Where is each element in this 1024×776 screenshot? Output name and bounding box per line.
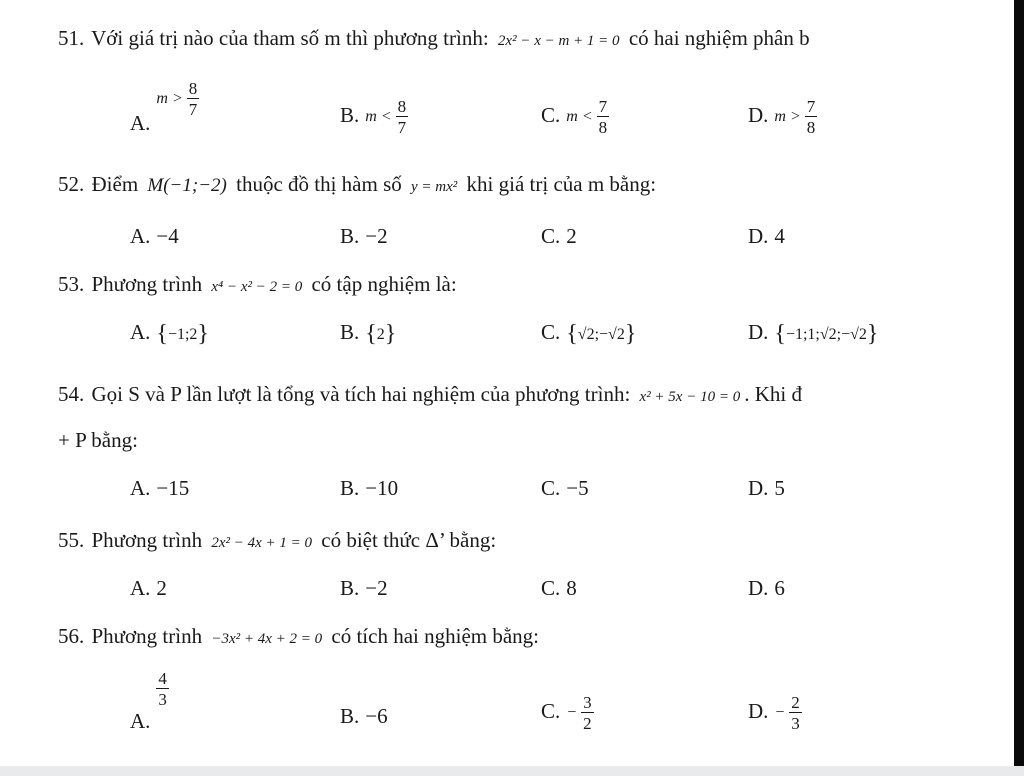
option-label: C. xyxy=(541,476,561,500)
option-label: C. xyxy=(541,576,561,600)
question-53 xyxy=(58,274,457,295)
question-text-tail: khi giá trị của m bằng: xyxy=(466,172,657,196)
option-56-d[interactable] xyxy=(748,694,802,732)
option-label: D. xyxy=(748,320,769,344)
option-51-b[interactable] xyxy=(340,98,408,136)
question-54-continuation xyxy=(58,430,138,451)
option-55-d[interactable] xyxy=(748,578,785,599)
option-label: A. xyxy=(130,224,151,248)
fraction-denominator: 2 xyxy=(583,714,592,733)
option-54-c[interactable] xyxy=(541,478,589,499)
option-value: −1;2 xyxy=(167,326,198,343)
option-label: D. xyxy=(748,102,769,127)
option-label: D. xyxy=(748,224,769,248)
question-number: 52. xyxy=(58,172,85,196)
equation: −3x² + 4x + 2 = 0 xyxy=(211,631,323,647)
option-value: 6 xyxy=(774,576,785,600)
fraction-denominator: 8 xyxy=(806,118,816,137)
option-52-c[interactable] xyxy=(541,226,577,247)
option-54-b[interactable] xyxy=(340,478,398,499)
question-text-continuation: + P bằng: xyxy=(58,428,138,452)
question-text: Phương trình xyxy=(91,624,203,648)
option-label: B. xyxy=(340,224,360,248)
fraction-denominator: 3 xyxy=(791,714,800,733)
option-51-a[interactable] xyxy=(130,79,199,135)
question-text: Gọi S và P lần lượt là tổng và tích hai nghiệm của phương trình: xyxy=(91,382,631,406)
option-value: −15 xyxy=(156,476,190,500)
option-relation: m < xyxy=(566,108,593,125)
question-number: 51. xyxy=(58,26,85,50)
question-text: Phương trình xyxy=(91,528,203,552)
option-51-d[interactable] xyxy=(748,98,817,136)
fraction-numerator: 8 xyxy=(397,97,407,116)
equation: 2x² − 4x + 1 = 0 xyxy=(211,535,313,551)
option-label: B. xyxy=(340,102,360,127)
option-label: C. xyxy=(541,320,561,344)
question-text-tail: có biệt thức Δ’ bằng: xyxy=(321,528,497,552)
option-53-d[interactable]: D. {−1;1;√2;−√2} xyxy=(748,320,879,347)
question-number: 56. xyxy=(58,624,85,648)
question-52 xyxy=(58,174,656,195)
option-value: −4 xyxy=(156,224,179,248)
option-56-b[interactable] xyxy=(340,706,388,727)
option-52-b[interactable] xyxy=(340,226,388,247)
fraction-denominator: 3 xyxy=(158,690,167,709)
option-label: D. xyxy=(748,698,769,723)
option-52-a[interactable] xyxy=(130,226,179,247)
option-relation: m < xyxy=(365,108,392,125)
option-51-c[interactable] xyxy=(541,98,609,136)
option-label: C. xyxy=(541,102,561,127)
option-54-a[interactable] xyxy=(130,478,189,499)
function-notation: y = mx² xyxy=(411,179,458,195)
fraction-numerator: 3 xyxy=(583,693,592,712)
option-52-d[interactable] xyxy=(748,226,785,247)
question-54 xyxy=(58,384,802,405)
option-relation: m > xyxy=(156,90,183,107)
option-label: A. xyxy=(130,320,151,344)
option-55-c[interactable] xyxy=(541,578,577,599)
equation: 2x² − x − m + 1 = 0 xyxy=(497,33,620,49)
option-label: B. xyxy=(340,704,360,728)
option-value: 2 xyxy=(376,326,385,343)
question-56 xyxy=(58,626,539,647)
option-55-b[interactable] xyxy=(340,578,388,599)
option-value: 8 xyxy=(566,576,577,600)
fraction-numerator: 7 xyxy=(598,97,608,116)
question-text-tail: có tích hai nghiệm bằng: xyxy=(331,624,540,648)
option-label: D. xyxy=(748,476,769,500)
option-value: −10 xyxy=(365,476,399,500)
question-text: Với giá trị nào của tham số m thì phương trình: xyxy=(91,26,489,50)
option-53-a[interactable]: A. {−1;2} xyxy=(130,320,209,347)
option-relation: − xyxy=(774,704,786,721)
option-value: 2 xyxy=(156,576,167,600)
fraction-numerator: 2 xyxy=(791,693,800,712)
option-53-b[interactable]: B. {2} xyxy=(340,320,397,347)
question-text-tail: có tập nghiệm là: xyxy=(311,272,457,296)
option-label: B. xyxy=(340,576,360,600)
fraction-denominator: 7 xyxy=(397,118,407,137)
question-number: 55. xyxy=(58,528,85,552)
fraction-numerator: 8 xyxy=(188,79,198,98)
question-51 xyxy=(58,28,810,49)
option-55-a[interactable] xyxy=(130,578,167,599)
option-label: A. xyxy=(130,708,151,733)
option-53-c[interactable]: C. {√2;−√2} xyxy=(541,320,637,347)
point-notation: M(−1;−2) xyxy=(147,175,227,196)
option-value: −1;1;√2;−√2 xyxy=(785,326,867,343)
question-text-mid: thuộc đồ thị hàm số xyxy=(236,172,402,196)
equation: x² + 5x − 10 = 0 xyxy=(639,389,741,405)
option-label: A. xyxy=(130,476,151,500)
equation: x⁴ − x² − 2 = 0 xyxy=(211,279,303,295)
option-label: D. xyxy=(748,576,769,600)
option-relation: m > xyxy=(774,108,801,125)
question-number: 53. xyxy=(58,272,85,296)
question-55 xyxy=(58,530,496,551)
fraction-denominator: 7 xyxy=(188,100,198,119)
fraction-numerator: 7 xyxy=(806,97,816,116)
option-label: B. xyxy=(340,476,360,500)
screen-edge xyxy=(1014,0,1024,776)
option-label: A. xyxy=(130,110,151,135)
option-label: C. xyxy=(541,698,561,723)
option-54-d[interactable] xyxy=(748,478,785,499)
bottom-band xyxy=(0,766,1024,776)
option-value: √2;−√2 xyxy=(577,326,625,343)
option-relation: − xyxy=(566,704,578,721)
option-value: −2 xyxy=(365,224,388,248)
fraction-denominator: 8 xyxy=(598,118,608,137)
option-label: C. xyxy=(541,224,561,248)
option-56-c[interactable] xyxy=(541,694,594,732)
option-value: 5 xyxy=(774,476,785,500)
option-value: 4 xyxy=(774,224,785,248)
option-label: A. xyxy=(130,576,151,600)
option-value: −5 xyxy=(566,476,589,500)
option-value: −2 xyxy=(365,576,388,600)
question-text-tail: có hai nghiệm phân b xyxy=(628,26,810,50)
option-56-a[interactable] xyxy=(130,669,169,733)
question-text: Phương trình xyxy=(91,272,203,296)
question-text-tail: . Khi đ xyxy=(744,382,802,406)
option-label: B. xyxy=(340,320,360,344)
question-text: Điểm xyxy=(91,172,139,196)
fraction-numerator: 4 xyxy=(158,669,167,688)
option-value: −6 xyxy=(365,704,388,728)
option-value: 2 xyxy=(566,224,577,248)
question-number: 54. xyxy=(58,382,85,406)
